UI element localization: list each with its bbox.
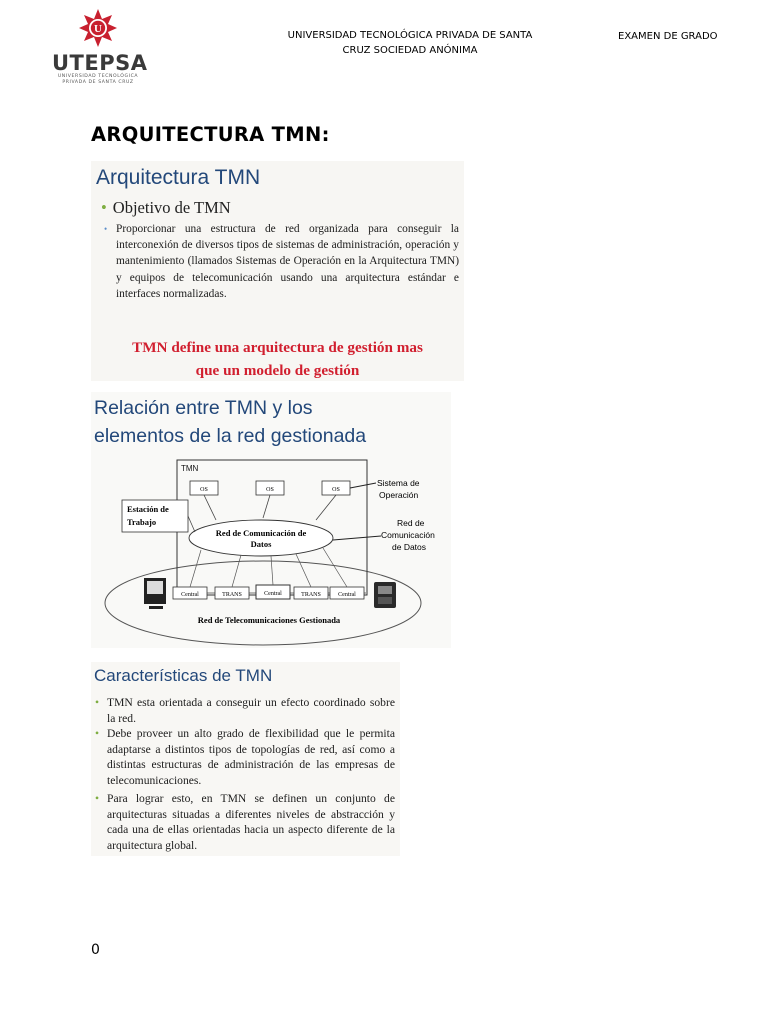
telecom-network-label: Red de Telecomunicaciones Gestionada bbox=[197, 615, 341, 625]
bullet-dot-icon: • bbox=[95, 727, 100, 740]
page-title: ARQUITECTURA TMN: bbox=[91, 123, 330, 146]
slide1-paragraph bbox=[104, 221, 459, 302]
slide3-item-2 bbox=[95, 726, 395, 788]
logo-subtitle-line2: PRIVADA DE SANTA CRUZ bbox=[62, 80, 134, 85]
trans-label-2: TRANS bbox=[301, 592, 321, 598]
data-network-label-2: Datos bbox=[250, 539, 272, 549]
slide2-title-line2: elementos de la red gestionada bbox=[94, 425, 367, 447]
central-label-2: Central bbox=[264, 591, 282, 597]
slide-arquitectura-tmn bbox=[91, 161, 464, 381]
tmn-box-label: TMN bbox=[181, 464, 199, 473]
bullet-dot-icon: • bbox=[101, 198, 107, 217]
institution-name bbox=[255, 29, 565, 58]
exam-label: EXAMEN DE GRADO bbox=[618, 31, 718, 42]
slide3-item-3 bbox=[95, 791, 395, 853]
slide1-title: Arquitectura TMN bbox=[96, 166, 261, 189]
institution-line-1: UNIVERSIDAD TECNOLÓGICA PRIVADA DE SANTA bbox=[287, 30, 533, 41]
red-side-label-3: de Datos bbox=[392, 542, 427, 552]
data-network-ellipse bbox=[189, 520, 333, 556]
slide3-item-2-text: Debe proveer un alto grado de flexibilidad que le permita adaptarse a distintos tipos de topologías de red, así como a distintas estructuras de administración de las empresas de telecomunicaciones. bbox=[107, 727, 395, 787]
star-seal-icon bbox=[52, 8, 144, 52]
bullet-dot-icon: • bbox=[95, 792, 100, 805]
slide1-paragraph-text: Proporcionar una estructura de red organizada para conseguir la interconexión de diversos tipos de sistemas de administración, operación y mantenimiento (llamados Sistemas de Operación en la Arquitectura TMN) y equipos de telecomunicación usando una arquitectura estándar e interfaces normalizadas. bbox=[116, 223, 459, 300]
slide3-item-1-text: TMN esta orientada a conseguir un efecto coordinado sobre la red. bbox=[107, 696, 395, 725]
sub-bullet-icon: • bbox=[104, 224, 108, 234]
central-label-1: Central bbox=[181, 592, 199, 598]
sistema-label-2: Operación bbox=[379, 490, 419, 500]
workstation-label-1: Estación de bbox=[127, 504, 169, 514]
slide3-title: Características de TMN bbox=[94, 666, 273, 685]
slide3-item-1 bbox=[95, 695, 395, 726]
os-label-3: OS bbox=[332, 487, 340, 493]
slide-caracteristicas-tmn bbox=[91, 662, 400, 856]
computer-terminal-icon bbox=[144, 578, 166, 609]
utepsa-logo bbox=[52, 8, 148, 88]
slide1-emphasis-line2: que un modelo de gestión bbox=[195, 362, 360, 379]
bullet-dot-icon: • bbox=[95, 696, 100, 709]
sistema-label-1: Sistema de bbox=[377, 478, 420, 488]
slide1-bullet bbox=[101, 198, 231, 218]
svg-text:U: U bbox=[94, 23, 102, 35]
os-label-1: OS bbox=[200, 487, 208, 493]
slide1-bullet-text: Objetivo de TMN bbox=[112, 198, 231, 217]
trans-label-1: TRANS bbox=[222, 592, 242, 598]
workstation-label-2: Trabajo bbox=[127, 517, 157, 527]
page-number: 0 bbox=[91, 942, 100, 958]
slide-relacion-tmn bbox=[91, 392, 451, 648]
logo-wordmark: UTEPSA bbox=[52, 51, 148, 75]
red-side-label-2: Comunicación bbox=[381, 530, 435, 540]
slide3-item-3-text: Para lograr esto, en TMN se definen un conjunto de arquitecturas situadas a diferentes niveles de abstracción y cada una de ellas orientadas hacia un aspecto diferente de la arquitectura global. bbox=[107, 792, 395, 852]
tmn-network-diagram bbox=[91, 392, 451, 648]
red-side-label-1: Red de bbox=[397, 518, 425, 528]
os-label-2: OS bbox=[266, 487, 274, 493]
logo-subtitle-line1: UNIVERSIDAD TECNOLÓGICA bbox=[57, 74, 139, 79]
slide1-emphasis-line1: TMN define una arquitectura de gestión mas bbox=[132, 339, 423, 356]
slide2-title-line1: Relación entre TMN y los bbox=[94, 397, 313, 419]
data-network-label-1: Red de Comunicación de bbox=[215, 528, 307, 538]
central-label-3: Central bbox=[338, 592, 356, 598]
institution-line-2: CRUZ SOCIEDAD ANÓNIMA bbox=[342, 44, 478, 56]
phone-device-icon bbox=[374, 582, 396, 608]
